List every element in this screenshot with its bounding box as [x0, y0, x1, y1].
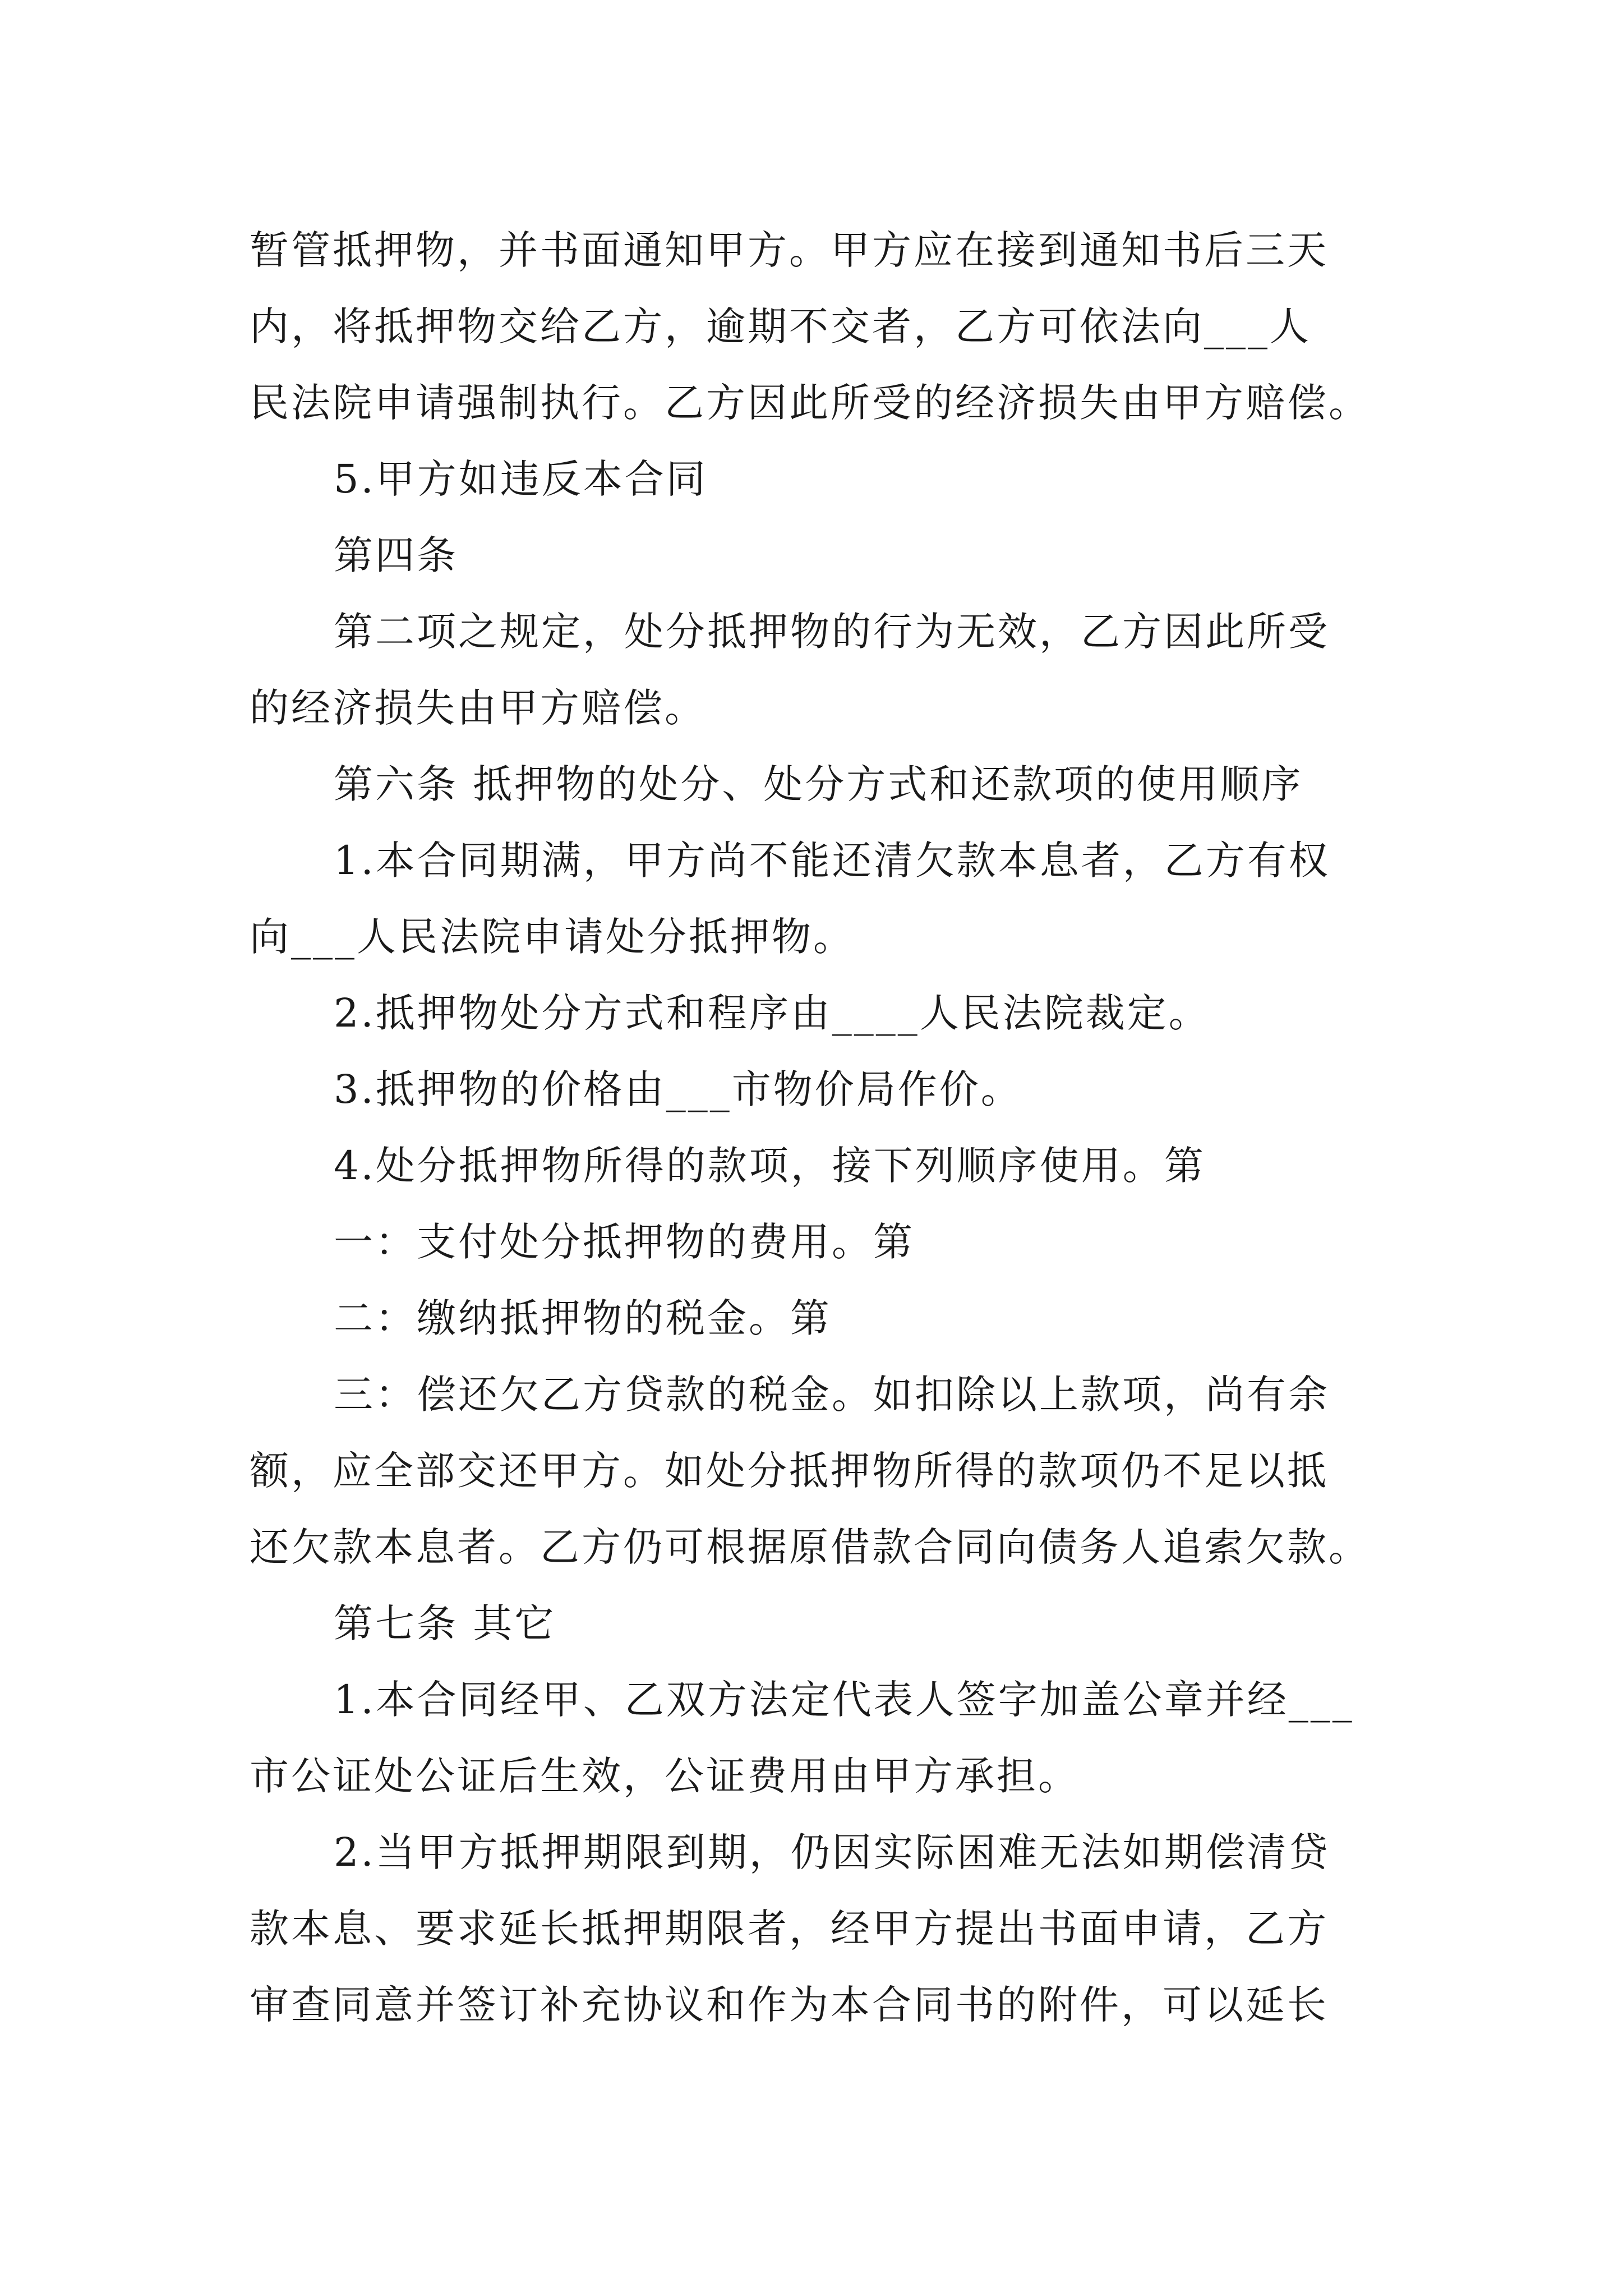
text-line: 还欠款本息者。乙方仍可根据原借款合同向债务人追索欠款。 [250, 1524, 1370, 1570]
text-line: 二：缴纳抵押物的税金。第 [334, 1295, 832, 1341]
text-line: 审查同意并签订补充协议和作为本合同书的附件，可以延长 [250, 1982, 1329, 2028]
text-line: 市公证处公证后生效，公证费用由甲方承担。 [250, 1753, 1080, 1799]
text-line: 第七条 其它 [334, 1600, 556, 1646]
text-line: 第二项之规定，处分抵押物的行为无效，乙方因此所受 [334, 609, 1330, 655]
text-line: 款本息、要求延长抵押期限者，经甲方提出书面申请，乙方 [250, 1906, 1329, 1952]
text-line: 内，将抵押物交给乙方，逾期不交者，乙方可依法向___人 [250, 303, 1311, 349]
text-line: 三：偿还欠乙方贷款的税金。如扣除以上款项，尚有余 [334, 1372, 1330, 1418]
text-line: 5.甲方如违反本合同 [334, 456, 708, 502]
text-line: 一：支付处分抵押物的费用。第 [334, 1219, 915, 1265]
text-line: 3.抵押物的价格由___市物价局作价。 [334, 1066, 1022, 1112]
text-line: 2.抵押物处分方式和程序由____人民法院裁定。 [334, 990, 1210, 1036]
text-line: 暂管抵押物，并书面通知甲方。甲方应在接到通知书后三天 [250, 227, 1329, 273]
text-line: 1.本合同经甲、乙双方法定代表人签字加盖公章并经___ [334, 1677, 1354, 1723]
text-line: 4.处分抵押物所得的款项，接下列顺序使用。第 [334, 1143, 1206, 1189]
text-line: 民法院申请强制执行。乙方因此所受的经济损失由甲方赔偿。 [250, 380, 1370, 426]
text-line: 1.本合同期满，甲方尚不能还清欠款本息者，乙方有权 [334, 838, 1330, 884]
text-line: 额，应全部交还甲方。如处分抵押物所得的款项仍不足以抵 [250, 1448, 1329, 1494]
document-body [250, 212, 1455, 2043]
text-line: 的经济损失由甲方赔偿。 [250, 685, 706, 731]
text-line: 向___人民法院申请处分抵押物。 [250, 914, 855, 960]
text-line: 第四条 [334, 532, 458, 578]
text-line: 第六条 抵押物的处分、处分方式和还款项的使用顺序 [334, 761, 1303, 807]
text-line: 2.当甲方抵押期限到期，仍因实际困难无法如期偿清贷 [334, 1829, 1330, 1875]
